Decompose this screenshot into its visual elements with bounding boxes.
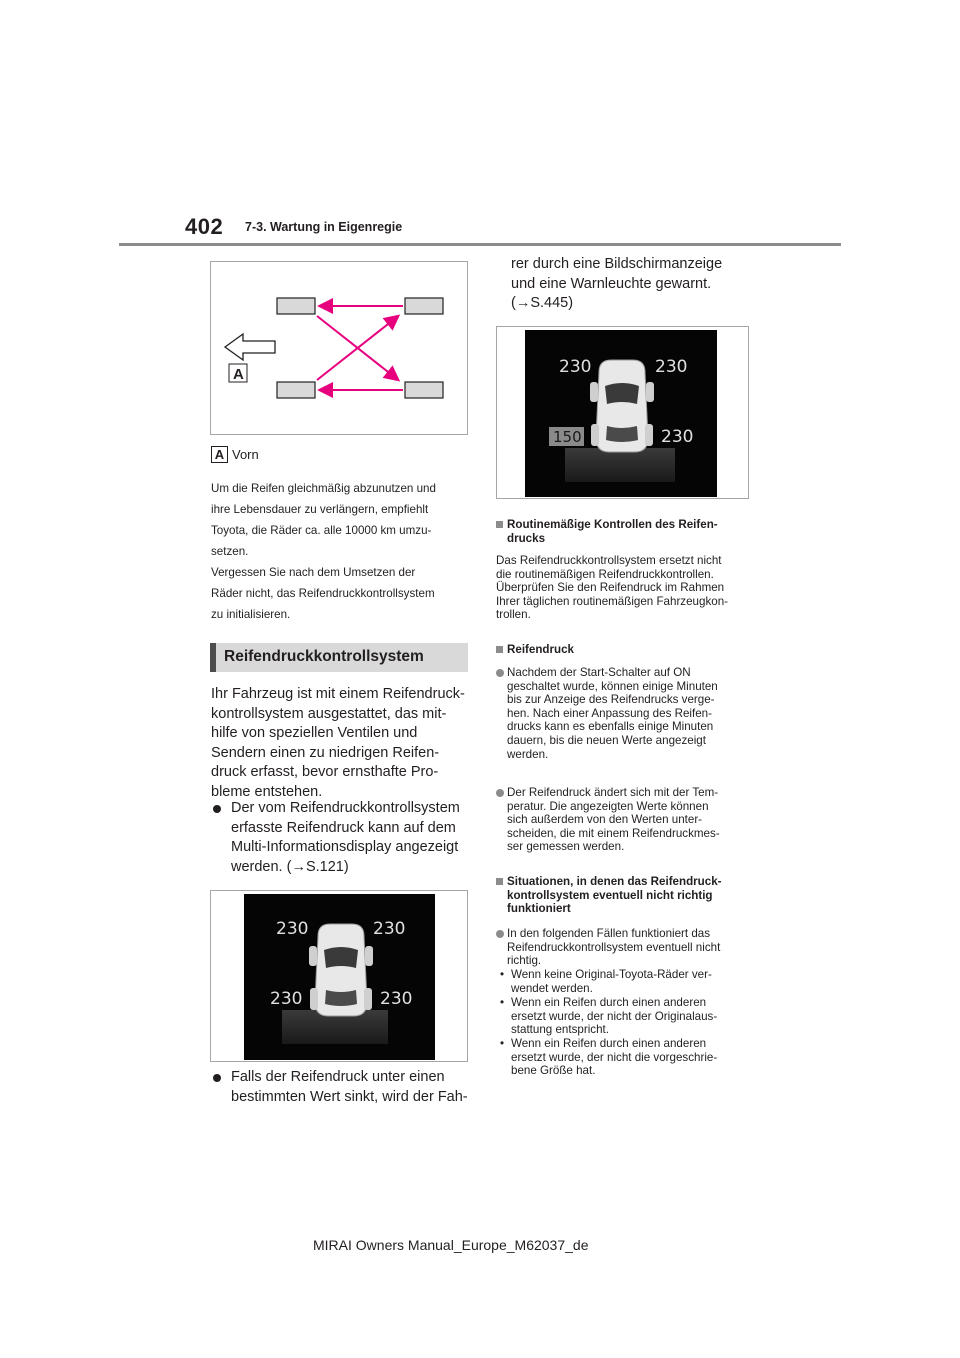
text-line: (→S.445): [511, 295, 574, 312]
page-number: 402: [185, 214, 224, 239]
text-line: In den folgenden Fällen funktioniert das: [507, 927, 711, 940]
text-line: bestimmten Wert sinkt, wird der Fah-: [231, 1088, 468, 1105]
text-line: drucks kann es ebenfalls einige Minuten: [507, 720, 714, 734]
heading-square-marker: [496, 878, 503, 885]
multi-information-display-warning: [525, 330, 717, 497]
text-line: dauern, bis die neuen Werte angezeigt: [507, 733, 706, 747]
text-line: kontrollsystem eventuell nicht richtig: [507, 888, 713, 902]
text-line: Falls der Reifendruck unter einen: [231, 1069, 445, 1085]
text-line: Überprüfen Sie den Reifendruck im Rahmen: [496, 581, 725, 595]
text-line: sich außerdem von den Werten unter-: [507, 813, 703, 827]
text-line: drucks: [507, 531, 546, 545]
car-icon: [309, 924, 373, 1016]
header-rule: [119, 243, 841, 246]
text-line: Wenn keine Original-Toyota-Räder ver-: [511, 968, 712, 981]
text-line: stattung entspricht.: [511, 1023, 609, 1037]
text-line: werden.: [507, 747, 549, 761]
text-line: geschaltet wurde, können einige Minuten: [507, 679, 718, 693]
text-line: ihre Lebensdauer zu verlängern, empfiehlt: [211, 503, 429, 516]
text-line: richtig.: [507, 954, 542, 968]
text-line: und eine Warnleuchte gewarnt.: [511, 275, 712, 292]
sub-bullet-marker: •: [500, 968, 505, 981]
text-line: hen. Nach einer Anpassung des Reifen-: [507, 706, 712, 720]
rotation-paragraph: [211, 478, 471, 562]
figure-legend: [211, 446, 259, 463]
bullet-dot: [496, 930, 504, 938]
tire-front-left: [277, 298, 315, 314]
text-line: druck erfasst, bevor ernsthafte Pro-: [211, 764, 439, 781]
display-screen-graphic: [525, 330, 717, 497]
text-line: bleme entstehen.: [211, 783, 323, 800]
pressure-heading-text: Reifendruck: [507, 643, 575, 656]
text-line: hilfe von speziellen Ventilen und: [211, 725, 418, 742]
display-screen-graphic: [244, 894, 435, 1060]
text-line: Wenn ein Reifen durch einen anderen: [511, 1037, 707, 1050]
text-line: Der vom Reifendruckkontrollsystem: [231, 800, 460, 816]
tire-front-right: [405, 298, 443, 314]
warning-continued: [511, 255, 751, 314]
text-line: werden. (→S.121): [231, 858, 349, 875]
section-heading: [210, 643, 468, 672]
text-line: zu initialisieren.: [211, 608, 291, 621]
sub-bullet-marker: •: [500, 1037, 505, 1050]
legend-text: Vorn: [232, 447, 259, 463]
bullet-dot: [496, 789, 504, 797]
text-line: Situationen, in denen das Reifendruck-: [507, 875, 722, 888]
multi-information-display: [244, 894, 435, 1060]
pressure-rear-right: 230: [661, 427, 694, 447]
routine-paragraph: [496, 554, 752, 622]
text-line: scheiden, die mit einem Reifendruckmes-: [507, 826, 720, 840]
pressure-front-left: 230: [559, 357, 592, 377]
bullet-dot: [213, 805, 221, 813]
text-line: bis zur Anzeige des Reifendrucks verge-: [507, 693, 715, 707]
text-line: wendet werden.: [511, 981, 593, 995]
pressure-front-right: 230: [655, 357, 688, 377]
text-line: Routinemäßige Kontrollen des Reifen-: [507, 518, 718, 531]
bullet-dot: [496, 669, 504, 677]
footer-text: MIRAI Owners Manual_Europe_M62037_de: [313, 1237, 589, 1253]
text-line: Der Reifendruck ändert sich mit der Tem-: [507, 786, 719, 799]
tire-rear-left: [277, 382, 315, 398]
text-line: peratur. Die angezeigten Werte können: [507, 799, 709, 813]
intro-paragraph: [211, 685, 473, 803]
text-line: Wenn ein Reifen durch einen anderen: [511, 996, 707, 1009]
text-line: Sendern einen zu niedrigen Reifen-: [211, 744, 440, 761]
text-line: Reifendruckkontrollsystem eventuell nicht: [507, 940, 721, 954]
text-line: Räder nicht, das Reifendruckkontrollsystem: [211, 587, 435, 600]
text-line: Das Reifendruckkontrollsystem ersetzt nicht: [496, 554, 722, 567]
text-line: trollen.: [496, 608, 531, 622]
reset-paragraph: [211, 562, 471, 625]
text-line: bene Größe hat.: [511, 1064, 596, 1078]
heading-square-marker: [496, 646, 503, 653]
pressure-front-left: 230: [276, 919, 309, 939]
text-line: ersetzt wurde, der nicht der Originalaus-: [511, 1009, 718, 1023]
pressure-rear-left: 230: [270, 989, 303, 1009]
pressure-front-right: 230: [373, 919, 406, 939]
section-title: 7-3. Wartung in Eigenregie: [245, 220, 403, 234]
text-line: Um die Reifen gleichmäßig abzunutzen und: [211, 482, 436, 495]
legend-label-box: A: [211, 446, 228, 463]
text-line: Nachdem der Start-Schalter auf ON: [507, 666, 691, 679]
text-line: Toyota, die Räder ca. alle 10000 km umzu-: [211, 524, 432, 537]
tire-rotation-diagram: [211, 262, 467, 434]
section-heading-text: Reifendruckkontrollsystem: [224, 648, 424, 665]
pressure-rear-right: 230: [380, 989, 413, 1009]
text-line: kontrollsystem ausgestattet, das mit-: [211, 705, 447, 722]
tire-pressure-warning-figure: [496, 326, 749, 499]
text-line: funktioniert: [507, 902, 571, 916]
tire-rotation-figure: [210, 261, 468, 435]
text-line: Ihr Fahrzeug ist mit einem Reifendruck-: [211, 686, 465, 702]
text-line: erfasste Reifendruck kann auf dem: [231, 819, 456, 836]
heading-square-marker: [496, 521, 503, 528]
display-base-panel: [565, 448, 675, 482]
text-line: rer durch eine Bildschirmanzeige: [511, 256, 723, 272]
front-label-letter: A: [233, 366, 244, 383]
text-line: ser gemessen werden.: [507, 840, 625, 854]
tire-pressure-display-figure: [210, 890, 468, 1062]
bullet-dot: [213, 1074, 221, 1082]
text-line: Vergessen Sie nach dem Umsetzen der: [211, 566, 416, 579]
text-line: setzen.: [211, 545, 249, 558]
front-direction-arrow: [225, 334, 275, 360]
tire-rear-right: [405, 382, 443, 398]
text-line: die routinemäßigen Reifendruckkontrollen.: [496, 567, 714, 581]
text-line: Ihrer täglichen routinemäßigen Fahrzeugkon-: [496, 594, 728, 608]
sub-bullet-marker: •: [500, 996, 505, 1009]
car-icon: [590, 360, 654, 452]
text-line: Multi-Informationsdisplay angezeigt: [231, 839, 459, 856]
text-line: ersetzt wurde, der nicht die vorgeschrie-: [511, 1050, 718, 1064]
pressure-rear-left: 150: [553, 428, 582, 446]
